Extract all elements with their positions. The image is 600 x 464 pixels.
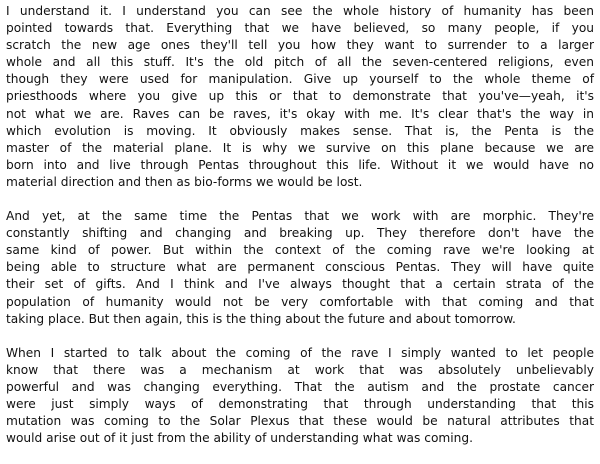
text-line: know that there was a mechanism at work that was absolutely unbelievably [6, 362, 594, 377]
text-line: population of humanity would not be very comfortable with that coming and that [6, 294, 594, 309]
text-line: their set of gifts. And I think and I've always thought that a certain strata of the [6, 277, 594, 292]
text-line: were just simply ways of demonstrating that through understanding that this [6, 396, 594, 411]
text-line: born into and live through Pentas throughout this life. Without it we would have no [6, 157, 594, 172]
text-line: powerful and was changing everything. That the autism and the prostate cancer [6, 379, 594, 394]
text-line: And yet, at the same time the Pentas that we work with are morphic. They're [6, 209, 594, 224]
paragraph-2 [6, 208, 594, 328]
text-line: same kind of power. But within the context of the coming rave we're looking at [6, 243, 594, 258]
text-line: mutation was coming to the Solar Plexus that these would be natural attributes that [6, 414, 594, 429]
text-line: pointed towards that. Everything that we have believed, so many people, if you [6, 21, 594, 36]
paragraph-3 [6, 345, 594, 448]
text-line: I understand it. I understand you can see the whole history of humanity has been [6, 4, 594, 18]
text-line: master of the material plane. It is why we survive on this plane because we are [6, 140, 594, 155]
text-line: whole and all this stuff. It's the old pitch of all the seven-centered religions, even [6, 55, 594, 70]
paragraph-1 [6, 3, 594, 191]
text-line: constantly shifting and changing and breaking up. They therefore don't have the [6, 226, 594, 241]
text-line: though they were used for manipulation. Give up yourself to the whole theme of [6, 72, 594, 87]
text-line: priesthoods where you give up this or that to demonstrate that you've—yeah, it's [6, 89, 594, 104]
text-line: not what we are. Raves can be raves, it's okay with me. It's clear that's the way in [6, 106, 594, 121]
text-line: taking place. But then again, this is the thing about the future and about tomorrow. [6, 311, 516, 326]
text-line: When I started to talk about the coming of the rave I simply wanted to let people [6, 345, 594, 360]
text-line: being able to structure what are permanent conscious Pentas. They will have quite [6, 260, 594, 275]
text-line: scratch the new age ones they'll tell you how they want to surrender to a larger [6, 38, 594, 53]
text-line: would arise out of it just from the ability of understanding what was coming. [6, 431, 473, 446]
document-body [6, 3, 594, 464]
text-line: material direction and then as bio-forms we would be lost. [6, 174, 363, 189]
text-line: which evolution is moving. It obviously makes sense. That is, the Penta is the [6, 123, 594, 138]
